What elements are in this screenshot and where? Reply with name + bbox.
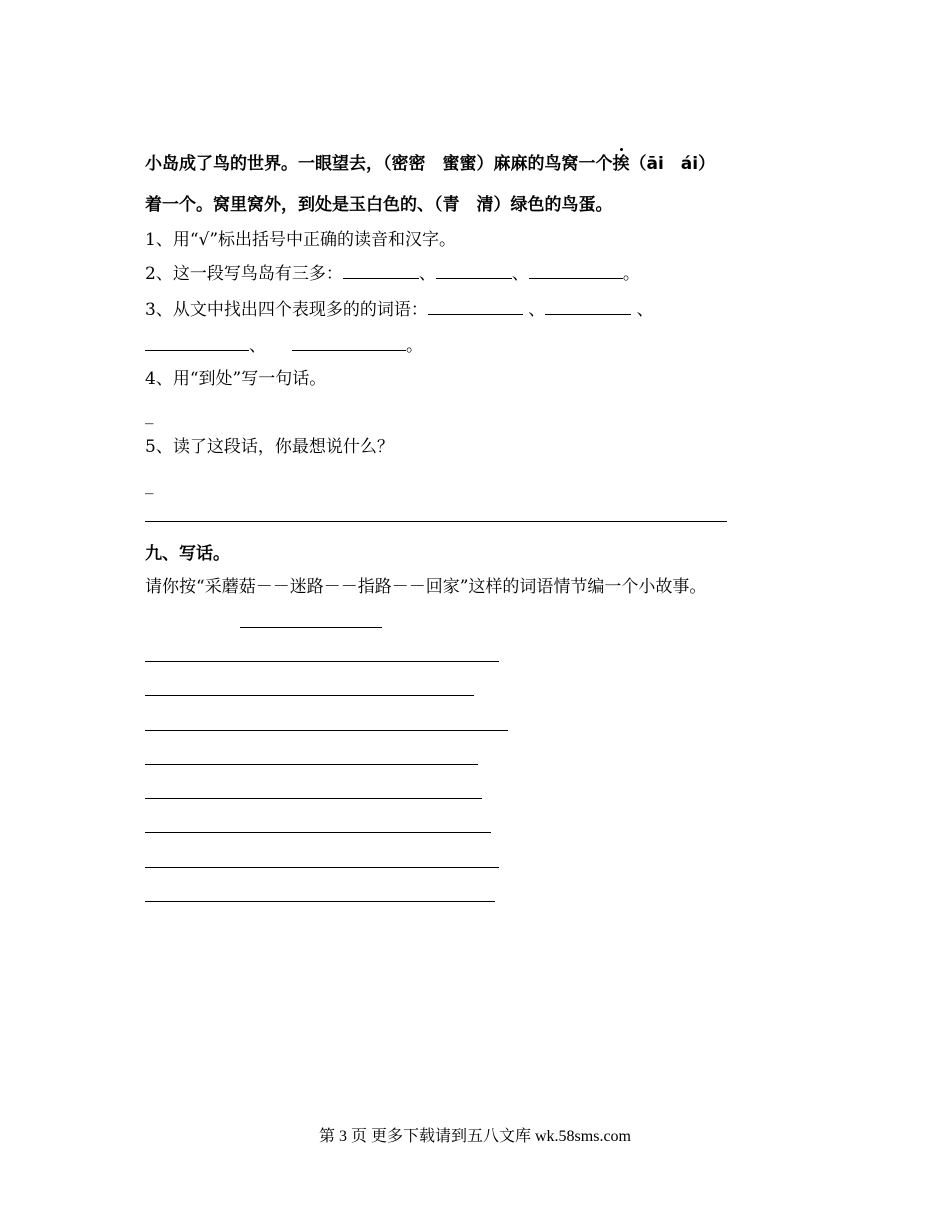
answer-line-mark: _ [145, 405, 154, 425]
dotted-character: 挨 [612, 154, 630, 174]
page-footer: 第 3 页 更多下载请到五八文库 wk.58sms.com [318, 1128, 631, 1145]
separator: 、 [636, 300, 654, 320]
section-9-prompt: 请你按“采蘑菇－－迷路－－指路－－回家”这样的词语情节编一个小故事。 [145, 577, 707, 597]
writing-line[interactable] [145, 832, 491, 833]
passage-text: （āi ái） [629, 154, 716, 174]
passage-line-1 [145, 152, 715, 176]
writing-line[interactable] [145, 798, 482, 799]
passage-text: 小岛成了鸟的世界。一眼望去，（密密 蜜蜜）麻麻的鸟窝一个 [145, 154, 613, 174]
separator: 。 [406, 336, 423, 356]
question-3-text: 3、从文中找出四个表现多的的词语： [145, 300, 428, 320]
answer-line-mark: _ [145, 475, 154, 495]
separator: 。 [622, 264, 640, 284]
answer-line[interactable] [145, 521, 727, 522]
answer-blank[interactable] [436, 262, 512, 279]
separator: 、 [418, 264, 436, 284]
writing-line[interactable] [145, 867, 499, 868]
passage-line-2: 着一个。窝里窝外，到处是玉白色的、（青 清）绿色的鸟蛋。 [145, 195, 613, 215]
writing-line[interactable] [145, 764, 478, 765]
answer-blank[interactable] [545, 298, 631, 315]
answer-blank[interactable] [292, 334, 406, 351]
question-3-continued [145, 334, 423, 358]
question-2-text: 2、这一段写鸟岛有三多： [145, 264, 343, 284]
section-9-title: 九、写话。 [145, 544, 230, 564]
story-title-line[interactable] [240, 627, 382, 628]
separator: 、 [528, 300, 546, 320]
question-2 [145, 262, 640, 286]
writing-line[interactable] [145, 661, 499, 662]
writing-line[interactable] [145, 695, 474, 696]
question-1: 1、用“√”标出括号中正确的读音和汉字。 [145, 230, 457, 250]
answer-blank[interactable] [529, 262, 623, 279]
question-3 [145, 298, 654, 322]
answer-blank[interactable] [343, 262, 419, 279]
question-5: 5、读了这段话，你最想说什么？ [145, 437, 394, 457]
answer-blank[interactable] [145, 334, 249, 351]
question-4: 4、用“到处”写一句话。 [145, 369, 327, 389]
writing-line[interactable] [145, 730, 508, 731]
answer-blank[interactable] [428, 298, 523, 315]
separator: 、 [249, 336, 266, 356]
separator: 、 [511, 264, 529, 284]
writing-line[interactable] [145, 901, 495, 902]
